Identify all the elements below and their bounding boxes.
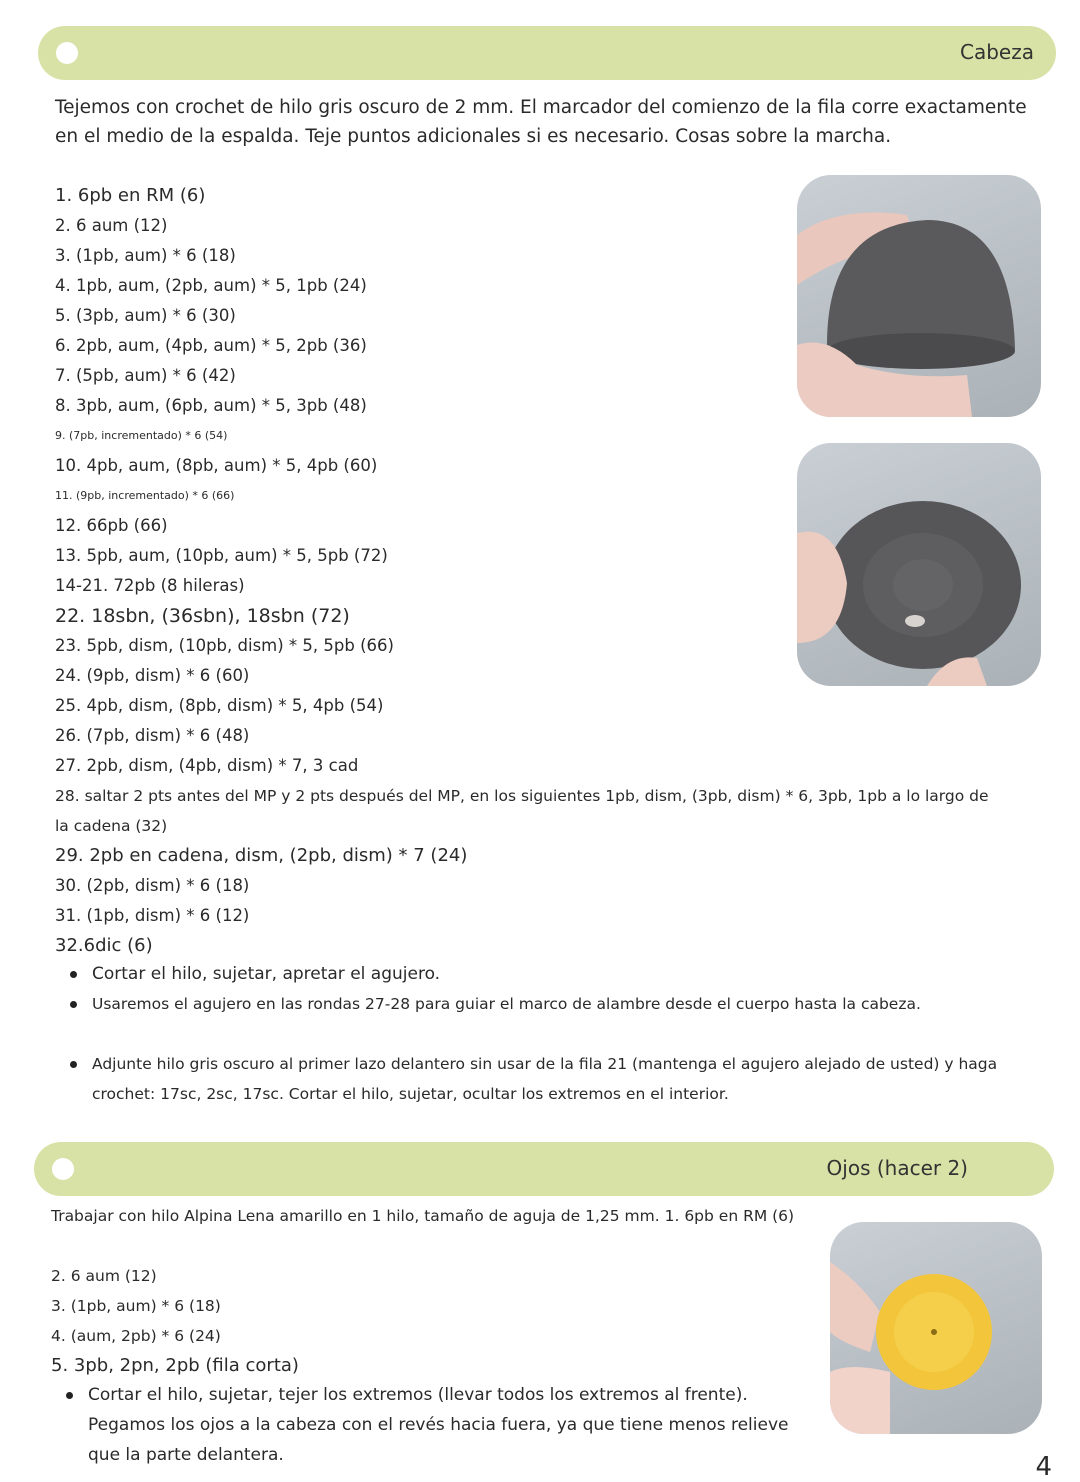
row-item: 3. (1pb, aum) * 6 (18) [55, 246, 236, 265]
bullet-item: Usaremos el agujero en las rondas 27-28 para guiar el marco de alambre desde el cuerpo hasta la cabeza. [55, 989, 1015, 1019]
photo-head-bottom [797, 443, 1041, 686]
row-item: 4. 1pb, aum, (2pb, aum) * 5, 1pb (24) [55, 276, 367, 295]
section-header-cabeza [38, 26, 1056, 80]
crochet-head-bottom-illustration [797, 443, 1041, 686]
eyes-bullet-list [51, 1380, 796, 1470]
row-item: 5. 3pb, 2pn, 2pb (fila corta) [51, 1355, 299, 1376]
bullet-item: Adjunte hilo gris oscuro al primer lazo delantero sin usar de la fila 21 (mantenga el agujero alejado de usted) y haga crochet: 17sc, 2sc, 17sc. Cortar el hilo, sujetar, ocultar los extremos en el interior. [55, 1049, 1015, 1109]
row-item: 28. saltar 2 pts antes del MP y 2 pts después del MP, en los siguientes 1pb, dism, (3pb, dism) * 6, 3pb, 1pb a lo largo de la cadena (32) [55, 787, 989, 835]
row-item: 8. 3pb, aum, (6pb, aum) * 5, 3pb (48) [55, 396, 367, 415]
row-item: 12. 66pb (66) [55, 516, 168, 535]
section-title: Cabeza [960, 40, 1034, 64]
row-item: 9. (7pb, incrementado) * 6 (54) [55, 429, 228, 442]
row-item: 32.6dic (6) [55, 935, 153, 956]
row-item: 2. 6 aum (12) [51, 1267, 157, 1285]
bullet-dot-icon [56, 42, 78, 64]
row-item: 6. 2pb, aum, (4pb, aum) * 5, 2pb (36) [55, 336, 367, 355]
eyes-intro-paragraph: Trabajar con hilo Alpina Lena amarillo en 1 hilo, tamaño de aguja de 1,25 mm. 1. 6pb en RM (6) [51, 1207, 795, 1225]
row-item: 14-21. 72pb (8 hileras) [55, 576, 245, 595]
row-item: 31. (1pb, dism) * 6 (12) [55, 906, 250, 925]
bullet-item: Cortar el hilo, sujetar, apretar el agujero. [55, 959, 1015, 989]
row-item: 22. 18sbn, (36sbn), 18sbn (72) [55, 605, 350, 627]
section-header-ojos [34, 1142, 1054, 1196]
photo-eye [830, 1222, 1042, 1434]
row-item: 27. 2pb, dism, (4pb, dism) * 7, 3 cad [55, 756, 359, 775]
row-item: 4. (aum, 2pb) * 6 (24) [51, 1327, 221, 1345]
head-bullet-list [55, 959, 1015, 1109]
row-item: 30. (2pb, dism) * 6 (18) [55, 876, 250, 895]
section-title: Ojos (hacer 2) [826, 1156, 968, 1180]
page-number: 4 [1035, 1452, 1052, 1482]
row-item: 23. 5pb, dism, (10pb, dism) * 5, 5pb (66) [55, 636, 394, 655]
row-item: 29. 2pb en cadena, dism, (2pb, dism) * 7 (24) [55, 845, 468, 866]
row-item: 7. (5pb, aum) * 6 (42) [55, 366, 236, 385]
row-item: 10. 4pb, aum, (8pb, aum) * 5, 4pb (60) [55, 456, 378, 475]
crochet-head-side-illustration [797, 175, 1041, 417]
row-item: 2. 6 aum (12) [55, 216, 168, 235]
bullet-dot-icon [52, 1158, 74, 1180]
crochet-eye-illustration [830, 1222, 1042, 1434]
row-item: 3. (1pb, aum) * 6 (18) [51, 1297, 221, 1315]
photo-head-side [797, 175, 1041, 417]
row-item: 1. 6pb en RM (6) [55, 185, 206, 206]
row-item: 24. (9pb, dism) * 6 (60) [55, 666, 250, 685]
eyes-row-list [51, 1261, 811, 1381]
row-item: 25. 4pb, dism, (8pb, dism) * 5, 4pb (54) [55, 696, 384, 715]
row-item: 13. 5pb, aum, (10pb, aum) * 5, 5pb (72) [55, 546, 388, 565]
row-item: 26. (7pb, dism) * 6 (48) [55, 726, 250, 745]
head-intro-paragraph: Tejemos con crochet de hilo gris oscuro de 2 mm. El marcador del comienzo de la fila corre exactamente en el medio de la espalda. Teje puntos adicionales si es necesario. Cosas sobre la marcha. [55, 97, 1027, 147]
row-item: 5. (3pb, aum) * 6 (30) [55, 306, 236, 325]
row-item: 11. (9pb, incrementado) * 6 (66) [55, 489, 235, 502]
bullet-item: Cortar el hilo, sujetar, tejer los extremos (llevar todos los extremos al frente). Pegamos los ojos a la cabeza con el revés hacia fuera, ya que tiene menos relieve que la parte delantera. [51, 1380, 796, 1470]
